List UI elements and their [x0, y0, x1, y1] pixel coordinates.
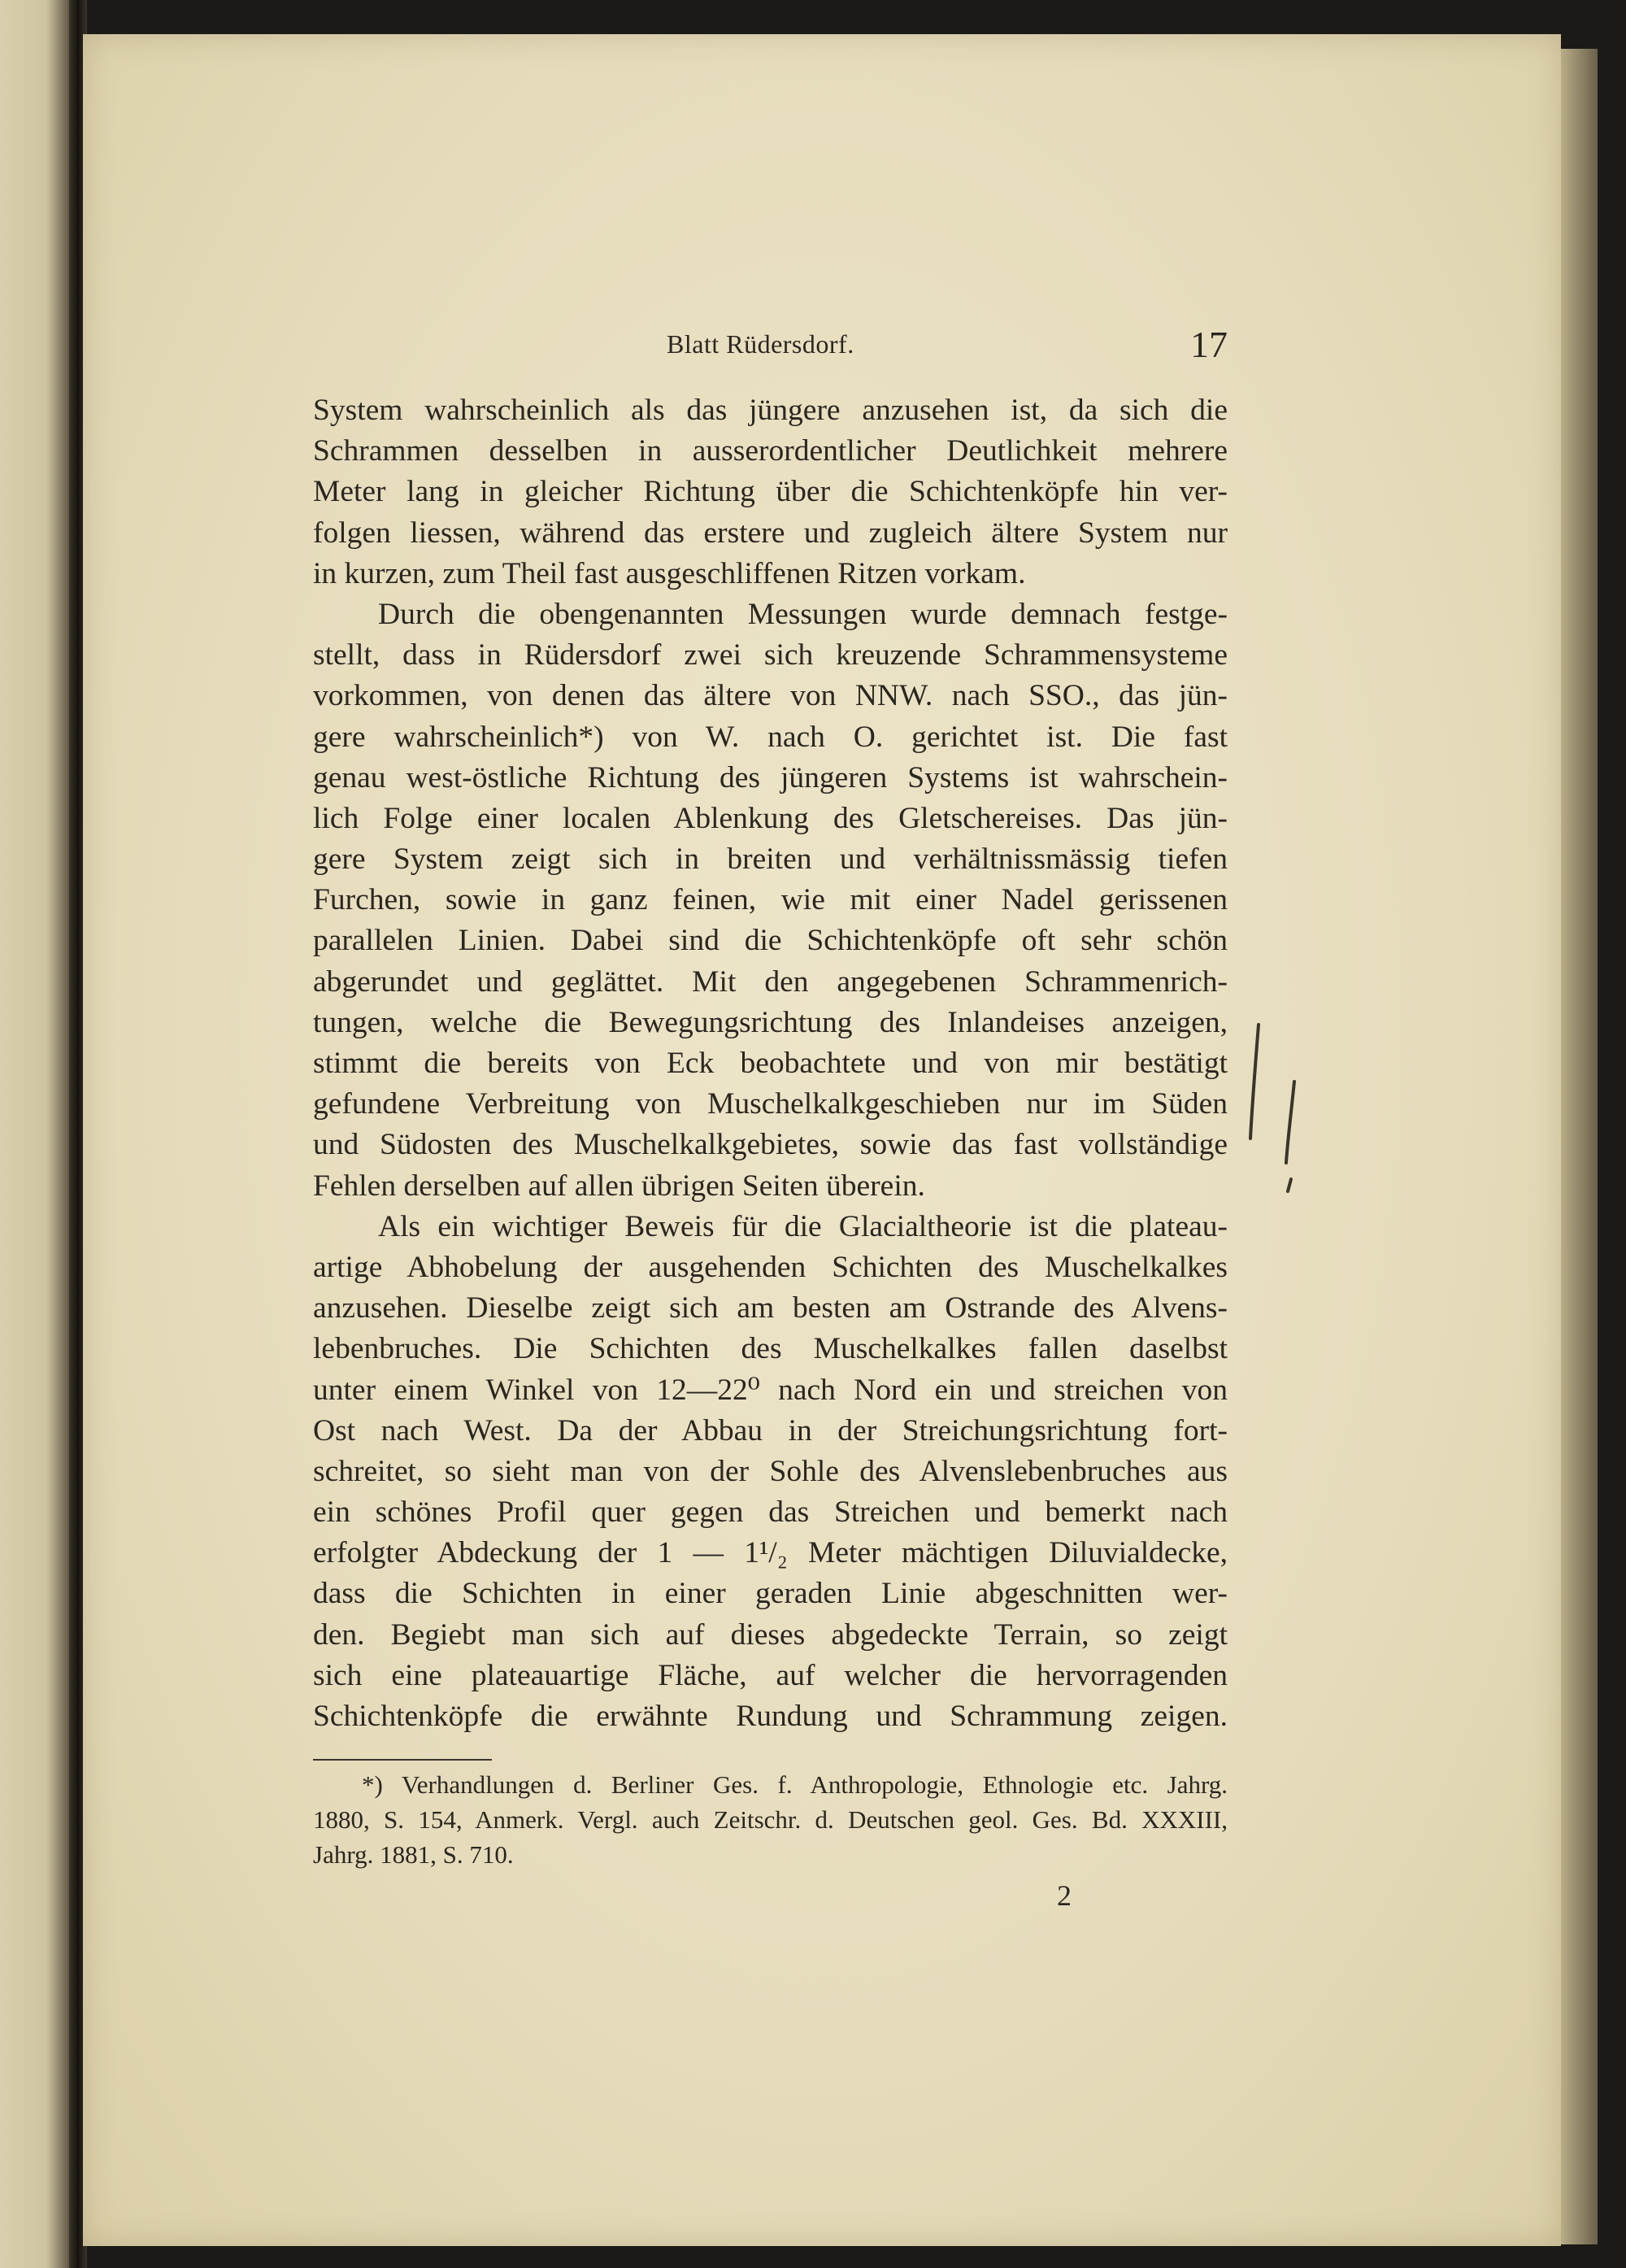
text-line: parallelen Linien. Dabei sind die Schichtenköpfe oft sehr schön: [313, 924, 1228, 958]
text-line: lich Folge einer localen Ablenkung des Gletschereises. Das jün-: [313, 801, 1228, 835]
pencil-margin-mark: [1244, 1016, 1309, 1228]
text-line: unter einem Winkel von 12—22⁰ nach Nord ein und streichen von: [313, 1373, 1228, 1407]
text-line: Ost nach West. Da der Abbau in der Streichungsrichtung fort-: [313, 1413, 1228, 1447]
text-line: ein schönes Profil quer gegen das Streichen und bemerkt nach: [313, 1495, 1228, 1530]
footnote-rule: [313, 1759, 492, 1761]
text-line: schreitet, so sieht man von der Sohle des Alvenslebenbruches aus: [313, 1454, 1228, 1488]
text-line: Durch die obengenannten Messungen wurde demnach festge-: [378, 597, 1228, 631]
footnote-line: Jahrg. 1881, S. 710.: [313, 1840, 514, 1869]
text-line: Als ein wichtiger Beweis für die Glacialtheorie ist die plateau-: [378, 1209, 1228, 1243]
text-line: abgerundet und geglättet. Mit den angegebenen Schrammenrich-: [313, 964, 1228, 999]
text-line: System wahrscheinlich als das jüngere anzusehen ist, da sich die: [313, 394, 1228, 427]
text-line: erfolgter Abdeckung der 1 — 1¹/₂ Meter mächtigen Diluvialdecke,: [313, 1536, 1228, 1570]
footnote-line: *) Verhandlungen d. Berliner Ges. f. Anthropologie, Ethnologie etc. Jahrg.: [362, 1770, 1228, 1799]
text-line: stellt, dass in Rüdersdorf zwei sich kreuzende Schrammensysteme: [313, 638, 1228, 673]
left-page-edge: [0, 0, 77, 2268]
footnote-line: 1880, S. 154, Anmerk. Vergl. auch Zeitschr. d. Deutschen geol. Ges. Bd. XXXIII,: [313, 1805, 1228, 1834]
text-line: vorkommen, von denen das ältere von NNW. nach SSO., das jün-: [313, 679, 1228, 713]
text-line: genau west-östliche Richtung des jüngeren Systems ist wahrschein-: [313, 760, 1228, 794]
text-line: Schichtenköpfe die erwähnte Rundung und Schrammung zeigen.: [313, 1700, 1228, 1733]
text-line: tungen, welche die Bewegungsrichtung des Inlandeises anzeigen,: [313, 1005, 1228, 1039]
signature-mark: 2: [1057, 1879, 1072, 1912]
text-line: gere wahrscheinlich*) von W. nach O. gerichtet ist. Die fast: [313, 720, 1228, 754]
text-line: anzusehen. Dieselbe zeigt sich am besten am Ostrande des Alvens-: [313, 1291, 1228, 1326]
running-head: Blatt Rüdersdorf.: [667, 329, 854, 359]
text-line: artige Abhobelung der ausgehenden Schichten des Muschelkalkes: [313, 1250, 1228, 1284]
text-line: Fehlen derselben auf allen übrigen Seiten überein.: [313, 1169, 925, 1203]
text-line: Schrammen desselben in ausserordentlicher Deutlichkeit mehrere: [313, 434, 1228, 468]
text-line: und Südosten des Muschelkalkgebietes, sowie das fast vollständige: [313, 1128, 1228, 1162]
page-number: 17: [1190, 324, 1228, 365]
text-line: gere System zeigt sich in breiten und verhältnissmässig tiefen: [313, 842, 1228, 877]
text-line: in kurzen, zum Theil fast ausgeschliffenen Ritzen vorkam.: [313, 556, 1026, 590]
right-page-edge: [1561, 49, 1598, 2244]
text-line: sich eine plateauartige Fläche, auf welcher die hervorragenden: [313, 1658, 1228, 1692]
text-line: dass die Schichten in einer geraden Linie abgeschnitten wer-: [313, 1577, 1228, 1611]
text-line: Furchen, sowie in ganz feinen, wie mit einer Nadel gerissenen: [313, 883, 1228, 917]
text-line: folgen liessen, während das erstere und zugleich ältere System nur: [313, 516, 1228, 550]
body-text: [313, 390, 1228, 1737]
text-line: lebenbruches. Die Schichten des Muschelkalkes fallen daselbst: [313, 1332, 1228, 1366]
text-line: stimmt die bereits von Eck beobachtete und von mir bestätigt: [313, 1047, 1228, 1080]
text-line: gefundene Verbreitung von Muschelkalkgeschieben nur im Süden: [313, 1087, 1228, 1121]
footnotes: [313, 1767, 1228, 1872]
text-line: den. Begiebt man sich auf dieses abgedeckte Terrain, so zeigt: [313, 1617, 1228, 1652]
text-line: Meter lang in gleicher Richtung über die Schichtenköpfe hin ver-: [313, 475, 1228, 509]
